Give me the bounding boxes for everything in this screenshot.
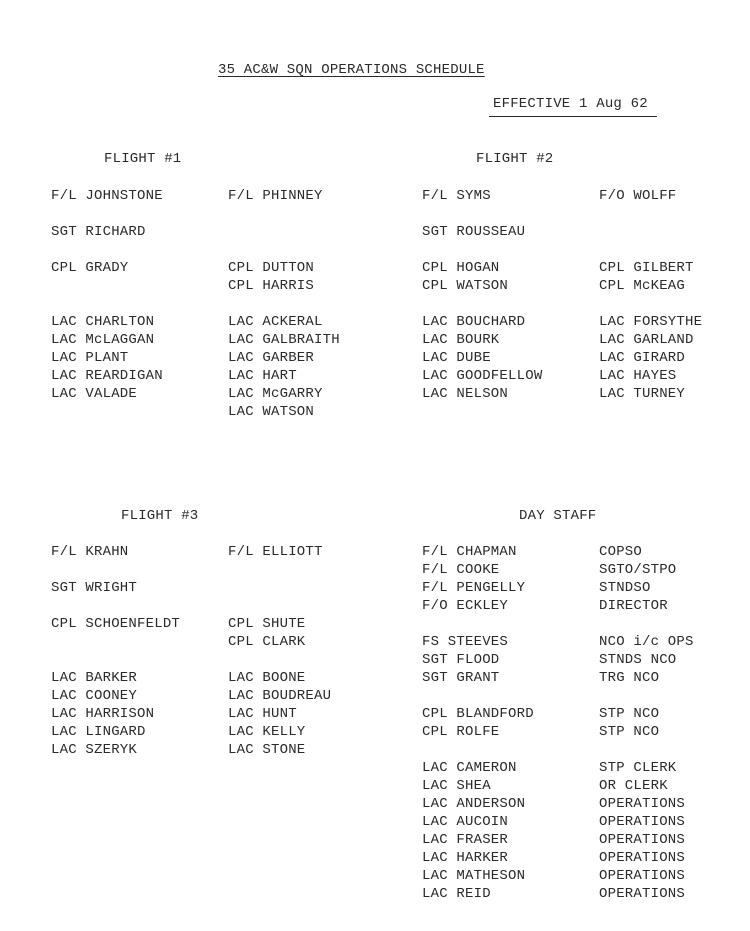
sergeant: SGT RICHARD [51,224,146,240]
lac: LAC TURNEY [599,386,686,402]
corporal: CPL WATSON [422,278,509,294]
lac: LAC PLANT [51,350,129,366]
lac: LAC STONE [228,742,306,758]
flight-2-column-b [599,187,702,403]
lac: LAC HUNT [228,706,297,722]
lac: LAC WATSON [228,404,315,420]
flight-2-column-a [422,187,542,403]
lac: LAC VALADE [51,386,138,402]
schedule-title: 35 AC&W SQN OPERATIONS SCHEDULE [218,62,485,78]
lac: LAC GOODFELLOW [422,368,543,384]
lac: LAC GALBRAITH [228,332,340,348]
effective-underline [489,116,657,117]
day-staff-names [422,543,534,903]
corporal: CPL SHUTE [228,616,306,632]
staff-name: FS STEEVES [422,634,509,650]
staff-name: LAC ANDERSON [422,796,526,812]
staff-role: OPERATIONS [599,868,686,884]
lac: LAC BOUDREAU [228,688,332,704]
lac: LAC HAYES [599,368,677,384]
lac: LAC KELLY [228,724,306,740]
lac: LAC HART [228,368,297,384]
officer: F/L ELLIOTT [228,544,323,560]
flight-3-column-a [51,543,180,759]
lac: LAC ACKERAL [228,314,323,330]
day-staff-roles [599,543,694,903]
corporal: CPL GRADY [51,260,129,276]
corporal: CPL CLARK [228,634,306,650]
lac: LAC HARRISON [51,706,155,722]
corporal: CPL HARRIS [228,278,315,294]
staff-name: F/L COOKE [422,562,500,578]
staff-name: LAC MATHESON [422,868,526,884]
flight-3-heading: FLIGHT #3 [121,508,199,524]
staff-role: NCO i/c OPS [599,634,694,650]
staff-role: OPERATIONS [599,832,686,848]
staff-role: STNDS NCO [599,652,677,668]
flight-3-column-b [228,543,331,759]
corporal: CPL SCHOENFELDT [51,616,181,632]
lac: LAC FORSYTHE [599,314,703,330]
corporal: CPL HOGAN [422,260,500,276]
staff-name: LAC SHEA [422,778,491,794]
flight-2-heading: FLIGHT #2 [476,151,554,167]
staff-name: CPL BLANDFORD [422,706,534,722]
officer: F/O WOLFF [599,188,677,204]
lac: LAC CHARLTON [51,314,155,330]
staff-name: F/L PENGELLY [422,580,526,596]
lac: LAC BOONE [228,670,306,686]
lac: LAC BOURK [422,332,500,348]
corporal: CPL GILBERT [599,260,694,276]
officer: F/L JOHNSTONE [51,188,163,204]
staff-name: LAC FRASER [422,832,509,848]
lac: LAC McLAGGAN [51,332,155,348]
lac: LAC LINGARD [51,724,146,740]
officer: F/L SYMS [422,188,491,204]
sergeant: SGT ROUSSEAU [422,224,526,240]
flight-1-column-b [228,187,340,421]
staff-role: SGTO/STPO [599,562,677,578]
staff-role: STP NCO [599,706,660,722]
staff-role: DIRECTOR [599,598,668,614]
lac: LAC COONEY [51,688,138,704]
corporal: CPL McKEAG [599,278,686,294]
staff-role: OPERATIONS [599,886,686,902]
lac: LAC NELSON [422,386,509,402]
staff-role: TRG NCO [599,670,660,686]
staff-name: LAC CAMERON [422,760,517,776]
sergeant: SGT WRIGHT [51,580,138,596]
lac: LAC DUBE [422,350,491,366]
staff-role: STP CLERK [599,760,677,776]
staff-name: SGT GRANT [422,670,500,686]
staff-role: OPERATIONS [599,850,686,866]
staff-role: STNDSO [599,580,651,596]
officer: F/L PHINNEY [228,188,323,204]
staff-name: CPL ROLFE [422,724,500,740]
flight-1-column-a [51,187,163,403]
staff-role: COPSO [599,544,643,560]
staff-role: STP NCO [599,724,660,740]
staff-name: F/L CHAPMAN [422,544,517,560]
staff-name: F/O ECKLEY [422,598,509,614]
day-staff-heading: DAY STAFF [519,508,597,524]
flight-1-heading: FLIGHT #1 [104,151,182,167]
staff-name: LAC REID [422,886,491,902]
staff-role: OPERATIONS [599,796,686,812]
staff-name: LAC HARKER [422,850,509,866]
lac: LAC BARKER [51,670,138,686]
lac: LAC SZERYK [51,742,138,758]
corporal: CPL DUTTON [228,260,315,276]
staff-name: SGT FLOOD [422,652,500,668]
lac: LAC GARLAND [599,332,694,348]
officer: F/L KRAHN [51,544,129,560]
lac: LAC REARDIGAN [51,368,163,384]
lac: LAC BOUCHARD [422,314,526,330]
staff-role: OPERATIONS [599,814,686,830]
staff-role: OR CLERK [599,778,668,794]
lac: LAC GARBER [228,350,315,366]
lac: LAC GIRARD [599,350,686,366]
staff-name: LAC AUCOIN [422,814,509,830]
effective-date: EFFECTIVE 1 Aug 62 [493,96,648,112]
lac: LAC McGARRY [228,386,323,402]
